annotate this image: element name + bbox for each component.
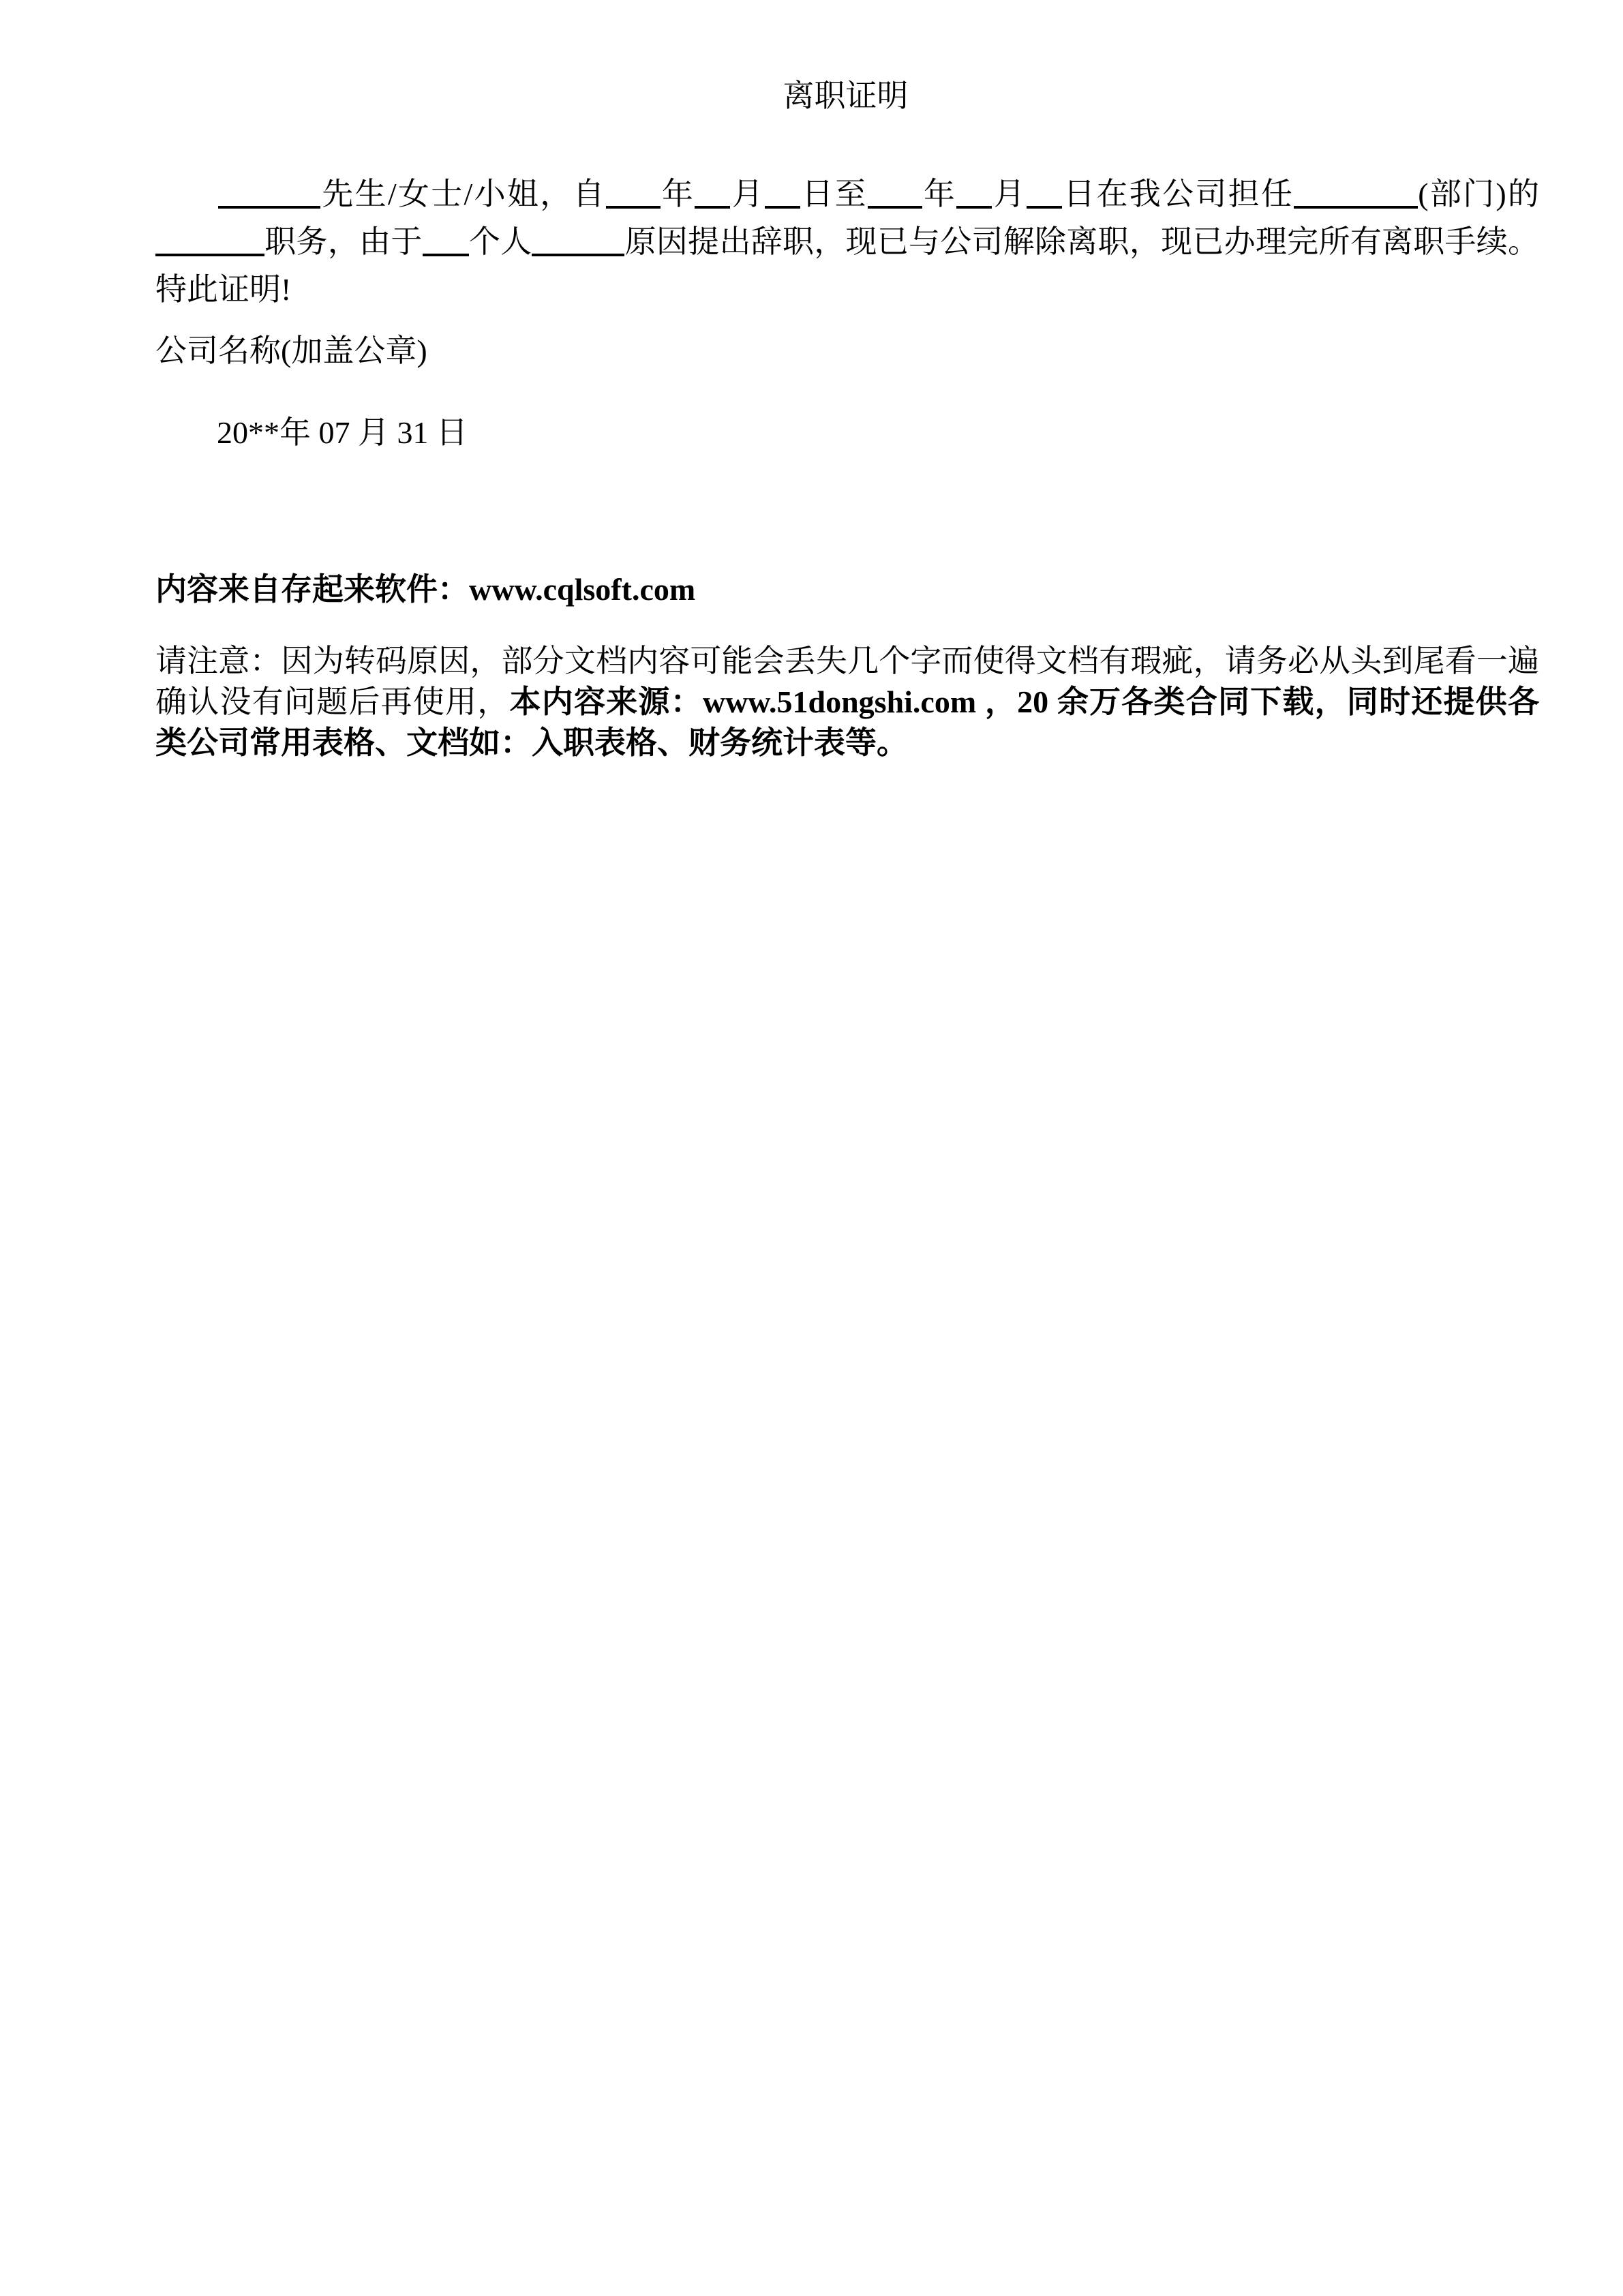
body-segment: 日至 bbox=[800, 177, 868, 211]
body-segment: 年 bbox=[922, 177, 957, 211]
start-day-blank bbox=[765, 176, 800, 209]
source-line: 内容来自存起来软件：www.cqlsoft.com bbox=[155, 572, 696, 607]
end-year-blank bbox=[868, 176, 922, 209]
reason-type-blank bbox=[423, 224, 469, 256]
body-segment: 月 bbox=[992, 177, 1027, 211]
end-day-blank bbox=[1027, 176, 1062, 209]
start-year-blank bbox=[606, 176, 661, 209]
notice-paragraph bbox=[155, 641, 1539, 764]
body-segment: 原因提出辞职，现已与公司解除离职，现已办理完所有离职手续。特此证明! bbox=[155, 224, 1540, 307]
start-month-blank bbox=[695, 176, 730, 209]
body-segment: 先生/女士/小姐，自 bbox=[320, 177, 606, 211]
body-segment: 日在我公司担任 bbox=[1061, 177, 1294, 211]
department-blank bbox=[1294, 176, 1418, 209]
document-title: 离职证明 bbox=[783, 78, 909, 113]
body-segment: 的 bbox=[1506, 177, 1540, 211]
body-segment: 年 bbox=[660, 177, 695, 211]
name-blank bbox=[218, 176, 320, 209]
body-segment: 个人 bbox=[468, 224, 532, 259]
body-segment: 月 bbox=[730, 177, 765, 211]
body-segment: (部门) bbox=[1418, 177, 1506, 211]
notice-plain-text: 请注意：因为转码原因，部分文档内容可能会丢失几个字而使得文档有瑕疵，请务必从头到尾看一遍确认没有问题后再使用， bbox=[155, 644, 1539, 719]
end-month-blank bbox=[956, 176, 992, 209]
reason-blank bbox=[532, 224, 624, 256]
notice-bold-text: 本内容来源：www.51dongshi.com ，20 余万各类合同下载，同时还提供各类公司常用表格、文档如：入职表格、财务统计表等。 bbox=[155, 684, 1539, 760]
position-blank bbox=[155, 224, 264, 256]
company-name-line: 公司名称(加盖公章) bbox=[155, 333, 427, 368]
body-segment: 职务，由于 bbox=[264, 224, 423, 259]
date-line: 20**年 07 月 31 日 bbox=[217, 415, 468, 450]
certificate-body bbox=[155, 170, 1539, 314]
